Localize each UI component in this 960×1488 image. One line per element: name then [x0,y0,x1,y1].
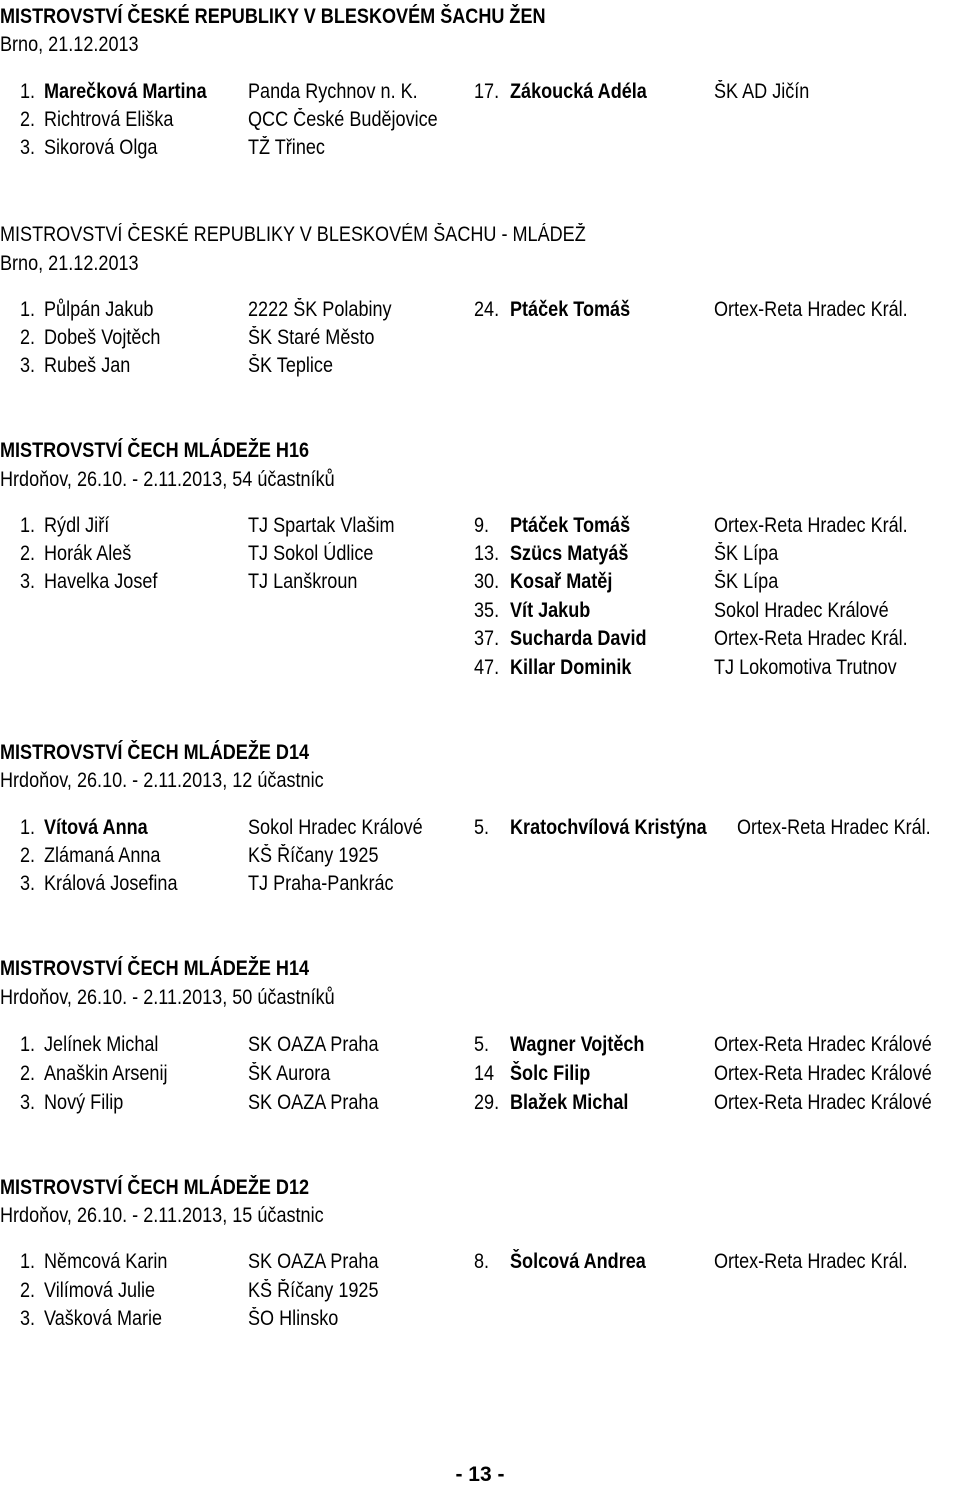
player-name: Rýdl Jiří [44,514,110,537]
rank: 2. [20,844,36,867]
club-name: ŠK Teplice [248,354,334,377]
player-name: Kosař Matěj [510,570,613,593]
rank: 3. [20,1091,36,1114]
rank: 17. [474,80,500,103]
club-name: 2222 ŠK Polabiny [248,298,392,321]
rank: 37. [474,627,500,650]
rank: 3. [20,136,36,159]
section-subtitle: Hrdoňov, 26.10. - 2.11.2013, 12 účastnic [0,769,324,792]
player-name: Nový Filip [44,1091,124,1114]
club-name: Ortex-Reta Hradec Král. [714,627,908,650]
section-title: MISTROVSTVÍ ČECH MLÁDEŽE D12 [0,1176,310,1199]
rank: 24. [474,298,500,321]
rank: 1. [20,298,36,321]
club-name: ŠO Hlinsko [248,1307,339,1330]
page-number: - 13 - [455,1463,505,1486]
club-name: Ortex-Reta Hradec Králové [714,1033,932,1056]
rank: 29. [474,1091,500,1114]
player-name: Killar Dominik [510,656,632,679]
section-subtitle: Brno, 21.12.2013 [0,252,139,275]
section-title: MISTROVSTVÍ ČECH MLÁDEŽE H14 [0,957,310,980]
club-name: Panda Rychnov n. K. [248,80,418,103]
player-name: Vít Jakub [510,599,591,622]
rank: 35. [474,599,500,622]
club-name: ŠK Staré Město [248,326,375,349]
player-name: Vašková Marie [44,1307,163,1330]
player-name: Králová Josefina [44,872,178,895]
club-name: KŠ Říčany 1925 [248,1279,379,1302]
rank: 2. [20,108,36,131]
player-name: Jelínek Michal [44,1033,159,1056]
club-name: Ortex-Reta Hradec Králové [714,1062,932,1085]
section-title: MISTROVSTVÍ ČESKÉ REPUBLIKY V BLESKOVÉM ŠACHU - MLÁDEŽ [0,223,586,246]
section-subtitle: Hrdoňov, 26.10. - 2.11.2013, 50 účastníků [0,986,335,1009]
player-name: Kratochvílová Kristýna [510,816,707,839]
player-name: Sikorová Olga [44,136,158,159]
club-name: TJ Spartak Vlašim [248,514,395,537]
rank: 47. [474,656,500,679]
player-name: Sucharda David [510,627,647,650]
player-name: Dobeš Vojtěch [44,326,161,349]
club-name: SK OAZA Praha [248,1250,379,1273]
club-name: TJ Lanškroun [248,570,358,593]
player-name: Szücs Matyáš [510,542,629,565]
rank: 2. [20,542,36,565]
player-name: Šolc Filip [510,1062,591,1085]
club-name: Ortex-Reta Hradec Král. [714,1250,908,1273]
player-name: Richtrová Eliška [44,108,174,131]
player-name: Půlpán Jakub [44,298,154,321]
section-title: MISTROVSTVÍ ČESKÉ REPUBLIKY V BLESKOVÉM ŠACHU ŽEN [0,5,546,28]
rank: 1. [20,1033,36,1056]
player-name: Vilímová Julie [44,1279,156,1302]
rank: 14 [474,1062,495,1085]
player-name: Marečková Martina [44,80,207,103]
section-subtitle: Hrdoňov, 26.10. - 2.11.2013, 54 účastníků [0,468,335,491]
club-name: ŠK Lípa [714,542,779,565]
rank: 2. [20,326,36,349]
club-name: TJ Praha-Pankrác [248,872,394,895]
club-name: ŠK AD Jičín [714,80,810,103]
player-name: Vítová Anna [44,816,148,839]
club-name: SK OAZA Praha [248,1091,379,1114]
club-name: QCC České Budějovice [248,108,438,131]
player-name: Havelka Josef [44,570,158,593]
section-subtitle: Hrdoňov, 26.10. - 2.11.2013, 15 účastnic [0,1204,324,1227]
rank: 1. [20,80,36,103]
club-name: TJ Sokol Údlice [248,542,374,565]
club-name: Ortex-Reta Hradec Král. [714,514,908,537]
club-name: SK OAZA Praha [248,1033,379,1056]
club-name: Sokol Hradec Králové [714,599,889,622]
rank: 2. [20,1279,36,1302]
rank: 1. [20,1250,36,1273]
player-name: Blažek Michal [510,1091,629,1114]
rank: 3. [20,1307,36,1330]
club-name: ŠK Aurora [248,1062,331,1085]
club-name: KŠ Říčany 1925 [248,844,379,867]
club-name: Ortex-Reta Hradec Král. [714,298,908,321]
player-name: Němcová Karin [44,1250,168,1273]
rank: 8. [474,1250,490,1273]
club-name: TŽ Třinec [248,136,325,159]
player-name: Ptáček Tomáš [510,514,631,537]
rank: 3. [20,872,36,895]
rank: 3. [20,570,36,593]
player-name: Šolcová Andrea [510,1250,646,1273]
club-name: Sokol Hradec Králové [248,816,423,839]
player-name: Zlámaná Anna [44,844,161,867]
player-name: Zákoucká Adéla [510,80,647,103]
club-name: TJ Lokomotiva Trutnov [714,656,897,679]
rank: 13. [474,542,500,565]
section-subtitle: Brno, 21.12.2013 [0,33,139,56]
rank: 5. [474,1033,490,1056]
player-name: Anaškin Arsenij [44,1062,168,1085]
rank: 30. [474,570,500,593]
rank: 1. [20,816,36,839]
rank: 3. [20,354,36,377]
club-name: ŠK Lípa [714,570,779,593]
rank: 5. [474,816,490,839]
rank: 2. [20,1062,36,1085]
player-name: Ptáček Tomáš [510,298,631,321]
club-name: Ortex-Reta Hradec Králové [714,1091,932,1114]
section-title: MISTROVSTVÍ ČECH MLÁDEŽE H16 [0,439,310,462]
player-name: Horák Aleš [44,542,132,565]
rank: 9. [474,514,490,537]
rank: 1. [20,514,36,537]
section-title: MISTROVSTVÍ ČECH MLÁDEŽE D14 [0,741,310,764]
player-name: Wagner Vojtěch [510,1033,645,1056]
player-name: Rubeš Jan [44,354,131,377]
club-name: Ortex-Reta Hradec Král. [737,816,931,839]
